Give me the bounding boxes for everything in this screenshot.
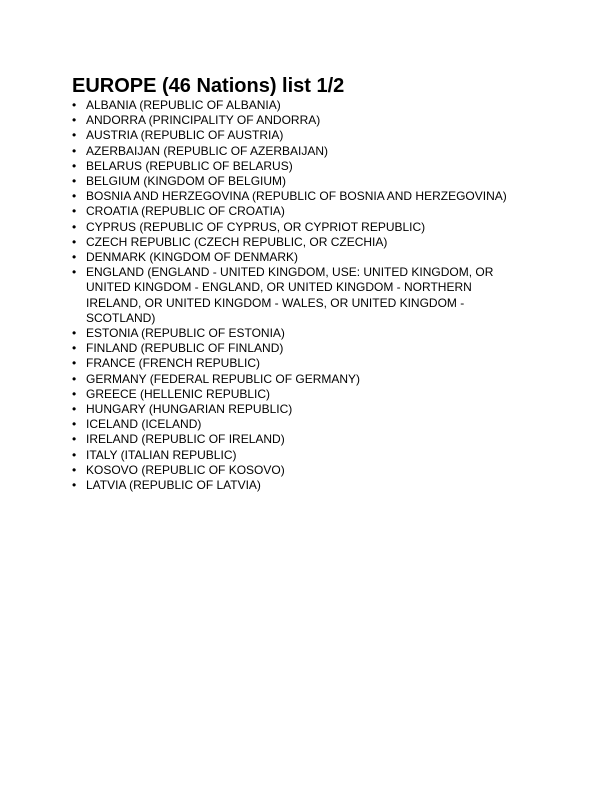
- list-item-text: IRELAND (REPUBLIC OF IRELAND): [86, 432, 285, 447]
- bullet-icon: •: [72, 386, 77, 401]
- list-item: [72, 432, 552, 447]
- bullet-icon: •: [72, 113, 77, 128]
- list-item-text: DENMARK (KINGDOM OF DENMARK): [86, 250, 299, 265]
- page-title: EUROPE (46 Nations) list 1/2: [72, 75, 345, 97]
- bullet-icon: •: [72, 143, 77, 158]
- list-item-text: ITALY (ITALIAN REPUBLIC): [86, 447, 237, 462]
- list-item: [72, 356, 552, 371]
- list-item: [72, 189, 552, 204]
- list-item: [72, 341, 552, 356]
- list-item: [72, 174, 552, 189]
- bullet-icon: •: [72, 174, 77, 189]
- bullet-icon: •: [72, 371, 77, 386]
- list-item: [72, 159, 552, 174]
- list-item: [72, 250, 552, 265]
- list-item-text: FRANCE (FRENCH REPUBLIC): [86, 356, 261, 371]
- list-item: [72, 463, 552, 478]
- bullet-icon: •: [72, 250, 77, 265]
- bullet-icon: •: [72, 265, 77, 280]
- list-item: [72, 220, 552, 235]
- bullet-icon: •: [72, 158, 77, 173]
- list-item-text: BELARUS (REPUBLIC OF BELARUS): [86, 158, 293, 173]
- list-item-text: ESTONIA (REPUBLIC OF ESTONIA): [86, 326, 285, 341]
- list-item-text: GERMANY (FEDERAL REPUBLIC OF GERMANY): [86, 371, 361, 386]
- list-item-text: CROATIA (REPUBLIC OF CROATIA): [86, 204, 285, 219]
- list-item-text: ICELAND (ICELAND): [86, 417, 202, 432]
- list-item-text: BOSNIA AND HERZEGOVINA (REPUBLIC OF BOSNIA AND HERZEGOVINA): [86, 189, 507, 204]
- list-item: [72, 448, 552, 463]
- document-content: [72, 74, 552, 493]
- bullet-icon: •: [72, 219, 77, 234]
- bullet-icon: •: [72, 128, 77, 143]
- list-item: [72, 387, 552, 402]
- list-item: [72, 204, 552, 219]
- list-item: [72, 128, 552, 143]
- list-item-text: BELGIUM (KINGDOM OF BELGIUM): [86, 174, 287, 189]
- list-item: [72, 326, 552, 341]
- bullet-icon: •: [72, 341, 77, 356]
- list-item: [72, 144, 552, 159]
- list-item: [72, 113, 552, 128]
- list-item-text: AZERBAIJAN (REPUBLIC OF AZERBAIJAN): [86, 143, 329, 158]
- bullet-icon: •: [72, 447, 77, 462]
- list-item-text: LATVIA (REPUBLIC OF LATVIA): [86, 478, 261, 493]
- list-item: [72, 417, 552, 432]
- list-item-text: CYPRUS (REPUBLIC OF CYPRUS, OR CYPRIOT REPUBLIC): [86, 219, 426, 234]
- list-item-text: KOSOVO (REPUBLIC OF KOSOVO): [86, 462, 285, 477]
- nation-list: [72, 98, 552, 493]
- list-item-text: HUNGARY (HUNGARIAN REPUBLIC): [86, 402, 293, 417]
- list-item: [72, 478, 552, 493]
- bullet-icon: •: [72, 189, 77, 204]
- list-item-text: ALBANIA (REPUBLIC OF ALBANIA): [86, 98, 281, 112]
- bullet-icon: •: [72, 98, 77, 112]
- bullet-icon: •: [72, 326, 77, 341]
- list-item-text: ANDORRA (PRINCIPALITY OF ANDORRA): [86, 113, 321, 128]
- bullet-icon: •: [72, 417, 77, 432]
- list-item: [72, 98, 552, 113]
- list-item-text: AUSTRIA (REPUBLIC OF AUSTRIA): [86, 128, 284, 143]
- list-item: [72, 265, 552, 326]
- list-item-text: FINLAND (REPUBLIC OF FINLAND): [86, 341, 284, 356]
- list-item: [72, 372, 552, 387]
- bullet-icon: •: [72, 356, 77, 371]
- list-item: [72, 235, 552, 250]
- bullet-icon: •: [72, 402, 77, 417]
- bullet-icon: •: [72, 432, 77, 447]
- bullet-icon: •: [72, 204, 77, 219]
- list-item-text: CZECH REPUBLIC (CZECH REPUBLIC, OR CZECHIA): [86, 234, 388, 249]
- list-item-text: GREECE (HELLENIC REPUBLIC): [86, 386, 271, 401]
- list-item: [72, 402, 552, 417]
- bullet-icon: •: [72, 234, 77, 249]
- bullet-icon: •: [72, 462, 77, 477]
- bullet-icon: •: [72, 478, 77, 493]
- list-item-text: ENGLAND (ENGLAND - UNITED KINGDOM, USE: UNITED KINGDOM, OR UNITED KINGDOM - ENGLAND, OR UNITED KINGDOM - NORTHERN IRELAND, OR UNITED KINGDOM - WALES, OR UNITED KINGDOM - SCOTLAND): [86, 265, 494, 325]
